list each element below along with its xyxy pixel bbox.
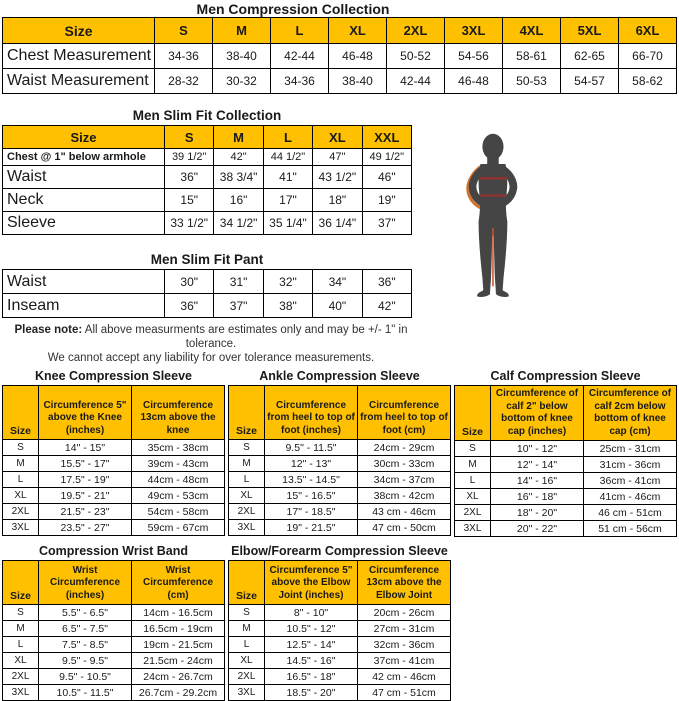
row-label: S xyxy=(229,605,265,621)
value-cell: 16" xyxy=(214,189,263,212)
value-cell: 50-52 xyxy=(387,44,445,69)
value-cell: 46-48 xyxy=(445,69,503,94)
value-cell: 36" xyxy=(165,166,214,189)
value-cell: 43 cm - 46cm xyxy=(358,504,451,520)
table-row xyxy=(229,504,451,520)
table-row xyxy=(3,669,225,685)
header-row xyxy=(3,561,225,605)
value-cell: 27cm - 31cm xyxy=(358,621,451,637)
value-cell: 9.5" - 10.5" xyxy=(39,669,132,685)
table-row xyxy=(229,653,451,669)
table-row xyxy=(455,457,677,473)
value-cell: 36 1/4" xyxy=(313,212,362,235)
value-cell: 38-40 xyxy=(213,44,271,69)
value-cell: 17" - 18.5" xyxy=(265,504,358,520)
value-cell: 19.5" - 21" xyxy=(39,488,132,504)
value-cell: 44cm - 48cm xyxy=(132,472,225,488)
value-cell: 58-61 xyxy=(503,44,561,69)
table-row xyxy=(229,440,451,456)
value-cell: 38" xyxy=(263,294,312,318)
wrist-band-block xyxy=(2,544,225,701)
knee-sleeve-block xyxy=(2,369,225,537)
header-row xyxy=(3,126,412,149)
table-row xyxy=(455,473,677,489)
value-cell: 15" - 16.5" xyxy=(265,488,358,504)
row-label: 3XL xyxy=(229,685,265,701)
row-label: L xyxy=(229,472,265,488)
column-header: Circumference 13cm above the knee xyxy=(132,386,225,440)
value-cell: 16" - 18" xyxy=(491,489,584,505)
middle-section xyxy=(2,95,677,365)
value-cell: 38cm - 42cm xyxy=(358,488,451,504)
value-cell: 49 1/2" xyxy=(362,149,411,166)
knee-sleeve-title: Knee Compression Sleeve xyxy=(34,369,192,383)
row-label: L xyxy=(3,637,39,653)
chest-measure-line xyxy=(479,177,507,180)
column-header: XXL xyxy=(362,126,411,149)
column-header: 2XL xyxy=(387,18,445,44)
row-label: 3XL xyxy=(229,520,265,536)
value-cell: 32cm - 36cm xyxy=(358,637,451,653)
value-cell: 16.5cm - 19cm xyxy=(132,621,225,637)
table-row xyxy=(3,472,225,488)
value-cell: 10.5" - 11.5" xyxy=(39,685,132,701)
value-cell: 34" xyxy=(313,270,362,294)
value-cell: 62-65 xyxy=(561,44,619,69)
value-cell: 42" xyxy=(214,149,263,166)
value-cell: 39 1/2" xyxy=(165,149,214,166)
value-cell: 18" xyxy=(313,189,362,212)
ankle-sleeve-block xyxy=(228,369,451,537)
row-label: M xyxy=(229,456,265,472)
value-cell: 26.7cm - 29.2cm xyxy=(132,685,225,701)
value-cell: 54-56 xyxy=(445,44,503,69)
value-cell: 17.5" - 19" xyxy=(39,472,132,488)
value-cell: 36cm - 41cm xyxy=(584,473,677,489)
value-cell: 18.5" - 20" xyxy=(265,685,358,701)
row-label: S xyxy=(229,440,265,456)
table-row xyxy=(229,685,451,701)
value-cell: 19" xyxy=(362,189,411,212)
value-cell: 20cm - 26cm xyxy=(358,605,451,621)
value-cell: 47" xyxy=(313,149,362,166)
wrist-elbow-row xyxy=(2,544,677,701)
column-header: 3XL xyxy=(445,18,503,44)
value-cell: 43 1/2" xyxy=(313,166,362,189)
column-header: 4XL xyxy=(503,18,561,44)
slim-fit-title: Men Slim Fit Collection xyxy=(132,108,282,123)
table-row xyxy=(229,637,451,653)
row-label: L xyxy=(229,637,265,653)
value-cell: 28-32 xyxy=(155,69,213,94)
table-row xyxy=(3,166,412,189)
value-cell: 31" xyxy=(214,270,263,294)
column-header: Circumference of calf 2" below bottom of knee cap (inches) xyxy=(491,386,584,441)
value-cell: 19cm - 21.5cm xyxy=(132,637,225,653)
table-row xyxy=(3,504,225,520)
value-cell: 19" - 21.5" xyxy=(265,520,358,536)
value-cell: 18" - 20" xyxy=(491,505,584,521)
value-cell: 12" - 13" xyxy=(265,456,358,472)
value-cell: 34cm - 37cm xyxy=(358,472,451,488)
value-cell: 34 1/2" xyxy=(214,212,263,235)
value-cell: 9.5" - 9.5" xyxy=(39,653,132,669)
column-header: L xyxy=(263,126,312,149)
column-header: M xyxy=(213,18,271,44)
column-header: Circumference from heel to top of foot (cm) xyxy=(358,386,451,440)
value-cell: 32" xyxy=(263,270,312,294)
value-cell: 21.5" - 23" xyxy=(39,504,132,520)
figure-area xyxy=(422,95,677,365)
value-cell: 17" xyxy=(263,189,312,212)
value-cell: 23.5" - 27" xyxy=(39,520,132,536)
size-column-header: Size xyxy=(229,561,265,605)
table-row xyxy=(3,488,225,504)
row-label: 2XL xyxy=(3,669,39,685)
value-cell: 10" - 12" xyxy=(491,441,584,457)
value-cell: 16.5" - 18" xyxy=(265,669,358,685)
elbow-forearm-title: Elbow/Forearm Compression Sleeve xyxy=(231,544,448,558)
column-header: Circumference 13cm above the Elbow Joint xyxy=(358,561,451,605)
tolerance-note-label: Please note: xyxy=(14,324,83,336)
column-header: Circumference 5" above the Elbow Joint (inches) xyxy=(265,561,358,605)
row-label: Waist xyxy=(3,166,165,189)
row-label: M xyxy=(3,621,39,637)
value-cell: 37cm - 41cm xyxy=(358,653,451,669)
table-row xyxy=(455,441,677,457)
table-row xyxy=(229,456,451,472)
header-row xyxy=(229,386,451,440)
figure-left-foot xyxy=(477,290,490,297)
tolerance-note-line2: We cannot accept any liability for over tolerance measurements. xyxy=(47,352,375,364)
header-row xyxy=(3,386,225,440)
value-cell: 42" xyxy=(362,294,411,318)
row-label: 2XL xyxy=(229,504,265,520)
value-cell: 37" xyxy=(214,294,263,318)
column-header: XL xyxy=(313,126,362,149)
figure-right-foot xyxy=(496,290,509,297)
value-cell: 41" xyxy=(263,166,312,189)
value-cell: 35cm - 38cm xyxy=(132,440,225,456)
row-label: L xyxy=(455,473,491,489)
value-cell: 38 3/4" xyxy=(214,166,263,189)
slim-fit-pant-title: Men Slim Fit Pant xyxy=(150,252,264,267)
value-cell: 5.5" - 6.5" xyxy=(39,605,132,621)
table-row xyxy=(3,685,225,701)
row-label: 2XL xyxy=(3,504,39,520)
column-header: L xyxy=(271,18,329,44)
table-row xyxy=(3,653,225,669)
column-header: Circumference 5" above the Knee (inches) xyxy=(39,386,132,440)
value-cell: 13.5" - 14.5" xyxy=(265,472,358,488)
row-label: 2XL xyxy=(455,505,491,521)
table-row xyxy=(3,520,225,536)
value-cell: 40" xyxy=(313,294,362,318)
table-row xyxy=(3,440,225,456)
calf-sleeve-title: Calf Compression Sleeve xyxy=(490,369,641,383)
value-cell: 30cm - 33cm xyxy=(358,456,451,472)
row-label: XL xyxy=(229,653,265,669)
slim-fit-pant-table xyxy=(2,269,412,318)
table-row xyxy=(3,621,225,637)
value-cell: 36" xyxy=(362,270,411,294)
row-label: Waist Measurement xyxy=(3,69,155,94)
table-row xyxy=(229,520,451,536)
column-header: XL xyxy=(329,18,387,44)
value-cell: 30" xyxy=(165,270,214,294)
table-row xyxy=(3,270,412,294)
column-header: Wrist Circumference (inches) xyxy=(39,561,132,605)
row-label: Chest Measurement xyxy=(3,44,155,69)
waist-measure-line xyxy=(480,194,506,197)
calf-sleeve-block xyxy=(454,369,677,537)
sleeve-tables-row xyxy=(2,369,677,537)
value-cell: 37" xyxy=(362,212,411,235)
size-column-header: Size xyxy=(455,386,491,441)
table-row xyxy=(455,489,677,505)
row-label: S xyxy=(3,605,39,621)
value-cell: 42 cm - 46cm xyxy=(358,669,451,685)
value-cell: 54-57 xyxy=(561,69,619,94)
value-cell: 7.5" - 8.5" xyxy=(39,637,132,653)
ankle-sleeve-title: Ankle Compression Sleeve xyxy=(259,369,420,383)
row-label: M xyxy=(3,456,39,472)
men-compression-title: Men Compression Collection xyxy=(196,1,390,17)
table-row xyxy=(3,605,225,621)
row-label: S xyxy=(3,440,39,456)
value-cell: 20" - 22" xyxy=(491,521,584,537)
calf-sleeve-table xyxy=(454,385,677,537)
table-row xyxy=(3,44,677,69)
value-cell: 44 1/2" xyxy=(263,149,312,166)
column-header: S xyxy=(165,126,214,149)
size-column-header: Size xyxy=(3,18,155,44)
value-cell: 38-40 xyxy=(329,69,387,94)
value-cell: 14" - 15" xyxy=(39,440,132,456)
value-cell: 51 cm - 56cm xyxy=(584,521,677,537)
value-cell: 49cm - 53cm xyxy=(132,488,225,504)
value-cell: 54cm - 58cm xyxy=(132,504,225,520)
column-header: S xyxy=(155,18,213,44)
value-cell: 15" xyxy=(165,189,214,212)
tolerance-note-line1: All above measurments are estimates only and may be +/- 1" in tolerance. xyxy=(84,324,408,350)
value-cell: 36" xyxy=(165,294,214,318)
value-cell: 47 cm - 51cm xyxy=(358,685,451,701)
table-row xyxy=(3,456,225,472)
size-column-header: Size xyxy=(229,386,265,440)
row-label: Neck xyxy=(3,189,165,212)
size-column-header: Size xyxy=(3,126,165,149)
value-cell: 47 cm - 50cm xyxy=(358,520,451,536)
row-label: 2XL xyxy=(229,669,265,685)
table-row xyxy=(229,605,451,621)
tolerance-note xyxy=(2,323,420,365)
value-cell: 42-44 xyxy=(387,69,445,94)
size-column-header: Size xyxy=(3,561,39,605)
wrist-band-title: Compression Wrist Band xyxy=(38,544,189,558)
value-cell: 39cm - 43cm xyxy=(132,456,225,472)
header-row xyxy=(229,561,451,605)
wrist-band-table xyxy=(2,560,225,701)
value-cell: 42-44 xyxy=(271,44,329,69)
elbow-forearm-table xyxy=(228,560,451,701)
value-cell: 6.5" - 7.5" xyxy=(39,621,132,637)
row-label: M xyxy=(229,621,265,637)
ankle-sleeve-table xyxy=(228,385,451,536)
slim-fit-table xyxy=(2,125,412,235)
table-row xyxy=(3,149,412,166)
row-label: XL xyxy=(229,488,265,504)
table-row xyxy=(3,212,412,235)
value-cell: 12.5" - 14" xyxy=(265,637,358,653)
column-header: M xyxy=(214,126,263,149)
value-cell: 8" - 10" xyxy=(265,605,358,621)
value-cell: 9.5" - 11.5" xyxy=(265,440,358,456)
value-cell: 41cm - 46cm xyxy=(584,489,677,505)
value-cell: 34-36 xyxy=(155,44,213,69)
column-header: Circumference from heel to top of foot (inches) xyxy=(265,386,358,440)
column-header: 6XL xyxy=(619,18,677,44)
table-row xyxy=(3,294,412,318)
value-cell: 14.5" - 16" xyxy=(265,653,358,669)
elbow-forearm-block xyxy=(228,544,451,701)
value-cell: 31cm - 36cm xyxy=(584,457,677,473)
value-cell: 34-36 xyxy=(271,69,329,94)
value-cell: 66-70 xyxy=(619,44,677,69)
table-row xyxy=(3,637,225,653)
table-row xyxy=(3,189,412,212)
column-header: 5XL xyxy=(561,18,619,44)
value-cell: 25cm - 31cm xyxy=(584,441,677,457)
table-row xyxy=(455,505,677,521)
value-cell: 24cm - 29cm xyxy=(358,440,451,456)
men-compression-table xyxy=(2,17,677,94)
value-cell: 10.5" - 12" xyxy=(265,621,358,637)
knee-sleeve-table xyxy=(2,385,225,536)
value-cell: 46" xyxy=(362,166,411,189)
row-label: L xyxy=(3,472,39,488)
value-cell: 58-62 xyxy=(619,69,677,94)
row-label: XL xyxy=(3,653,39,669)
value-cell: 35 1/4" xyxy=(263,212,312,235)
value-cell: 46-48 xyxy=(329,44,387,69)
value-cell: 21.5cm - 24cm xyxy=(132,653,225,669)
value-cell: 14" - 16" xyxy=(491,473,584,489)
table-row xyxy=(3,69,677,94)
row-label: 3XL xyxy=(455,521,491,537)
value-cell: 46 cm - 51cm xyxy=(584,505,677,521)
value-cell: 30-32 xyxy=(213,69,271,94)
table-row xyxy=(229,472,451,488)
row-label: M xyxy=(455,457,491,473)
row-label: Sleeve xyxy=(3,212,165,235)
row-label: Waist xyxy=(3,270,165,294)
table-row xyxy=(229,669,451,685)
male-figure-illustration xyxy=(444,131,540,315)
column-header: Circumference of calf 2cm below bottom of knee cap (cm) xyxy=(584,386,677,441)
value-cell: 24cm - 26.7cm xyxy=(132,669,225,685)
row-label: Chest @ 1" below armhole xyxy=(3,149,165,166)
figure-torso xyxy=(479,164,508,222)
slim-fit-column xyxy=(2,95,422,365)
row-label: Inseam xyxy=(3,294,165,318)
value-cell: 14cm - 16.5cm xyxy=(132,605,225,621)
table-row xyxy=(229,488,451,504)
value-cell: 59cm - 67cm xyxy=(132,520,225,536)
value-cell: 50-53 xyxy=(503,69,561,94)
table-row xyxy=(229,621,451,637)
row-label: XL xyxy=(3,488,39,504)
column-header: Wrist Circumference (cm) xyxy=(132,561,225,605)
value-cell: 15.5" - 17" xyxy=(39,456,132,472)
header-row xyxy=(3,18,677,44)
table-row xyxy=(455,521,677,537)
row-label: 3XL xyxy=(3,520,39,536)
value-cell: 12" - 14" xyxy=(491,457,584,473)
row-label: 3XL xyxy=(3,685,39,701)
value-cell: 33 1/2" xyxy=(165,212,214,235)
row-label: S xyxy=(455,441,491,457)
header-row xyxy=(455,386,677,441)
figure-head xyxy=(482,134,503,160)
row-label: XL xyxy=(455,489,491,505)
size-column-header: Size xyxy=(3,386,39,440)
